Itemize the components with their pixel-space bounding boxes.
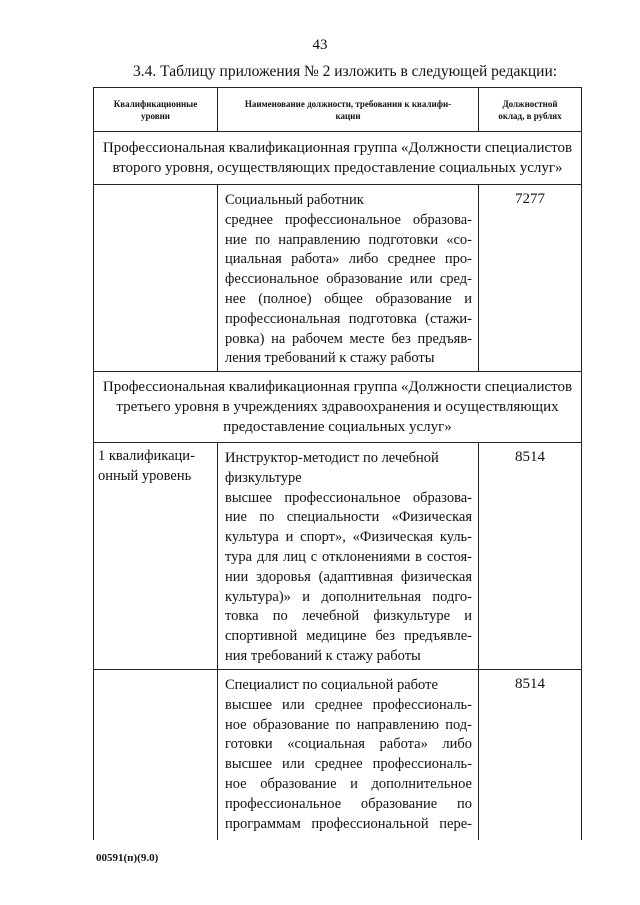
salary-value: 8514 <box>479 443 582 670</box>
header-salary: Должностной оклад, в рублях <box>479 88 582 132</box>
qualification-level-cell <box>94 185 218 372</box>
salary-value: 7277 <box>479 185 582 372</box>
position-description: Специалист по социальной работе высшее или среднее профессиональ- ное образование по направлению под- готовки «социальная работа» либо высшее или среднее профессиональ- ное образование и дополнительное профессиональное образование по программам профессиональной пере- <box>218 670 479 840</box>
document-code: 00591(п)(9.0) <box>96 852 159 864</box>
salary-value: 8514 <box>479 670 582 840</box>
table-row <box>94 185 582 372</box>
group-row <box>94 132 582 185</box>
group-title: Профессиональная квалификационная группа «Должности специалистов третьего уровня в учреждениях здравоохранения и осуществляющих предоставление социальных услуг» <box>94 372 582 443</box>
qualification-level-cell <box>94 670 218 840</box>
qualification-level-cell: 1 квалификаци- онный уровень <box>94 443 218 670</box>
group-row <box>94 372 582 443</box>
group-title: Профессиональная квалификационная группа «Должности специалистов второго уровня, осуществляющих предоставление социальных услуг» <box>94 132 582 185</box>
table-row <box>94 443 582 670</box>
header-qualification-levels: Квалификационные уровни <box>94 88 218 132</box>
header-position-requirements: Наименование должности, требования к квалифи- кации <box>218 88 479 132</box>
salary-table <box>93 87 582 840</box>
section-heading: 3.4. Таблицу приложения № 2 изложить в следующей редакции: <box>133 63 558 80</box>
table-row <box>94 670 582 840</box>
position-description: Социальный работник среднее профессиональное образова- ние по направлению подготовки «со- циальная работа» либо среднее про- фессиональное образование или сред- нее (полное) общее образование и профессиональная подготовка (стажи- ровка) на рабочем месте без предъяв- ления требований к стажу работы <box>218 185 479 372</box>
position-description: Инструктор-методист по лечебной физкультуре высшее профессиональное образова- ние по специальности «Физическая культура и спорт», «Физическая куль- тура для лиц с отклонениями в состоя- нии здоровья (адаптивная физическая культура)» и дополнительная подго- товка по лечебной физкультуре и спортивной медицине без предъявле- ния требований к стажу работы <box>218 443 479 670</box>
table-header-row <box>94 88 582 132</box>
page-number: 43 <box>312 37 328 53</box>
